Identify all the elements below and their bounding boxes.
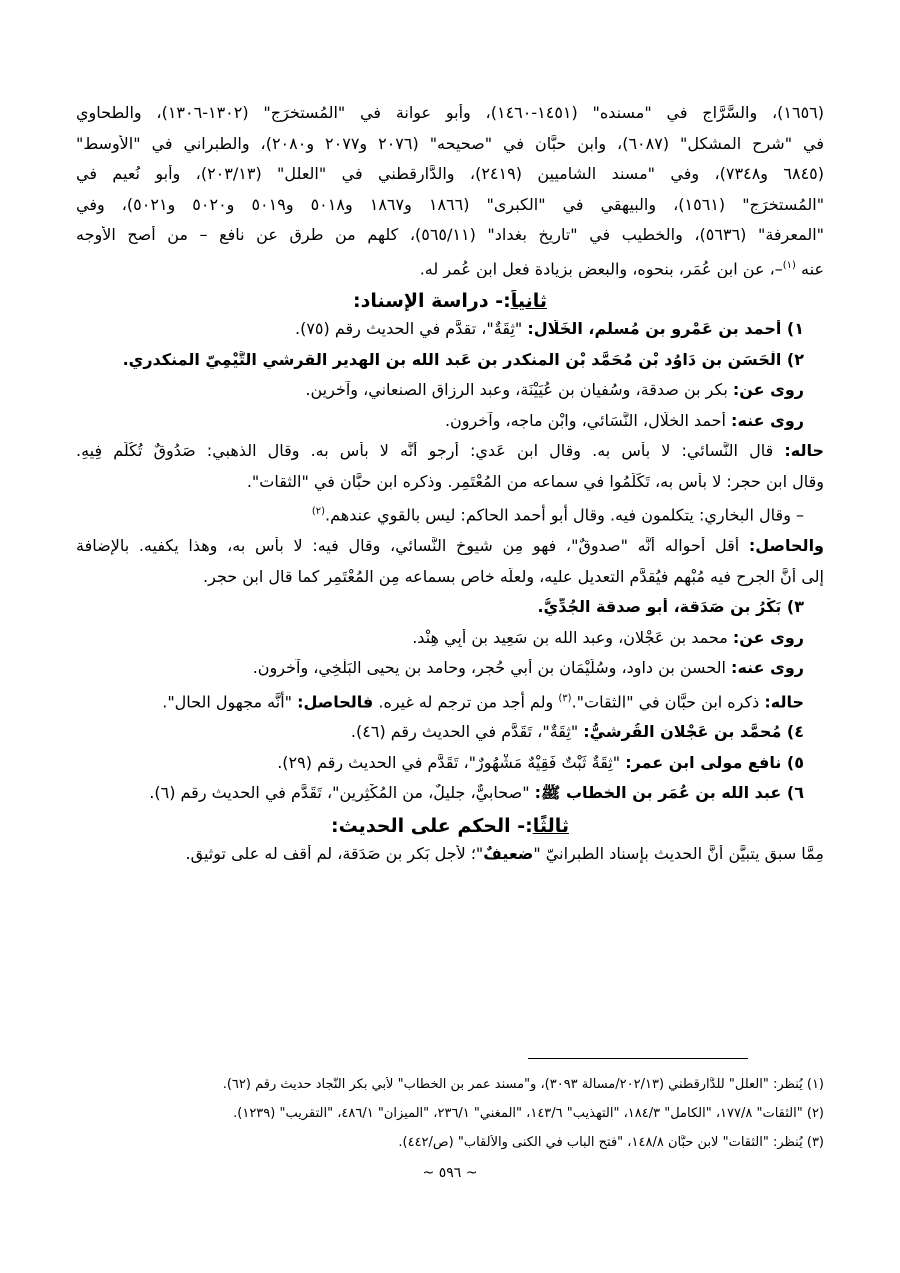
text-line-4: "المُستخرَج" (١٥٦١)، والبيهقي في "الكبرى" (١٨٦٦ و١٨٦٧ و٥٠١٨ و٥٠١٩ و٥٠٢٠ و٥٠٢١)، وفي	[76, 195, 824, 214]
narrator-2-conclusion-cont: إلى أنَّ الجرح فيه مُبْهم فيُقدَّم التعديل عليه، ولعلَّه خاص بسماعه مِن المُعْتَمِر كما قال ابن حجر.	[203, 567, 824, 586]
narrator-2-bukhari	[76, 503, 824, 524]
section-heading-ruling	[76, 815, 824, 837]
narrator-6-grade: "صحابيٌّ، جليلٌ، من المُكْثِرين"، تَقَدَّم في الحديث رقم (٦).	[149, 784, 535, 803]
narrator-3-status-mid: ولم أجد من ترجم له غيره.	[373, 691, 559, 711]
narrator-2-teachers-text: بكر بن صدقة، وسُفيان بن عُيَيْنَة، وعبد الرزاق الصنعاني، وآخرين.	[305, 381, 733, 400]
narrator-3-conclusion-label: فالحاصل:	[297, 691, 374, 711]
ruling-verdict: ضعيفٌ	[483, 844, 534, 863]
main-text	[76, 104, 824, 875]
section-heading-isnad	[76, 290, 824, 312]
section-heading-isnad-title: :- دراسة الإسناد:	[352, 290, 511, 313]
narrator-2-students-text: أحمد الخلَّال، النَّسَائي، وابْن ماجه، وآخرون.	[444, 411, 732, 430]
text-line-6-pre: عنه	[801, 258, 824, 278]
narrator-1-name: ١) أحمد بن عَمْرو بن مُسلم، الخَلَّال:	[527, 320, 804, 339]
narrator-1	[76, 320, 824, 338]
narrator-3-conclusion-text: "أنَّه مجهول الحال".	[162, 691, 298, 711]
narrator-2-status-cont: وقال ابن حجر: لا بأس به، تَكَلَّمُوا في سماعه من المُعْتَمِر. وذكره ابن حبَّان في "الثقات".	[246, 472, 824, 491]
narrator-2-teachers-label: روى عن:	[732, 381, 804, 400]
narrator-5	[76, 754, 824, 772]
narrator-2-conclusion	[76, 537, 824, 555]
text-line-5: "المعرفة" (٥٦٣٦)، والخطيب في "تاريخ بغداد" (٥٦٥/١١)، كلهم من طرقٍ عن نافع – من أصح الأوجه	[76, 226, 824, 244]
footnote-2: (٢) "الثقات" ١٧٧/٨، "الكامل" ١٨٤/٣، "التهذيب" ١٤٣/٦، "المغني" ٢٣٦/١، "الميزان" ٤٨٦/١، "التقريب" (١٢٣٩).	[233, 1106, 824, 1121]
narrator-3-teachers-label: روى عن:	[732, 628, 804, 647]
narrator-6-name: ٦) عبد الله بن عُمَر بن الخطاب ﷺ:	[534, 784, 804, 803]
narrator-2-status-text: قال النَّسائي: لا بأس به. وقال ابن عَدي: أرجو أنَّه لا بأس به. وقال الذهبي: صَدُوقٌ تُكُلِّم فِيهِ.	[76, 442, 785, 461]
narrator-5-name: ٥) نافع مولى ابن عمر:	[625, 753, 804, 772]
narrator-4	[76, 723, 824, 741]
narrator-4-name: ٤) مُحمَّد بن عَجْلان القُرشيُّ:	[583, 723, 804, 742]
narrator-3-teachers	[76, 629, 824, 647]
narrator-5-grade: "ثِقَةٌ ثَبْتٌ فَقِيْهٌ مَشْهُورٌ"، تَقَدَّم في الحديث رقم (٢٩).	[277, 753, 626, 772]
ruling-text-post: "؛ لأجل بَكر بن صَدَقة، لم أقف له على توثيق.	[185, 844, 484, 863]
section-heading-isnad-number: ثانياً	[510, 290, 547, 313]
section-heading-ruling-number: ثالثًا	[532, 814, 570, 837]
page-number: ~ ٥٩٦ ~	[422, 1165, 478, 1181]
narrator-2-status	[76, 442, 824, 460]
section-heading-ruling-title: :- الحكم على الحديث:	[330, 814, 533, 837]
narrator-3-name: ٣) بَكْرُ بن صَدَقة، أبو صدقة الجُدِّيُّ.	[537, 598, 804, 617]
narrator-2-bukhari-text: – وقال البخاري: يتكلمون فيه. وقال أبو أحمد الحاكم: ليس بالقوي عندهم.	[325, 505, 804, 525]
text-line-1: (١٦٥٦)، والسَّرَّاج في "مسنده" (١٤٥١-١٤٦٠)، وأبو عوانة في "المُستخرَج" (١٣٠٢-١٣٠٦)، والطحاوي	[76, 104, 824, 122]
narrator-6	[76, 784, 824, 802]
narrator-2-students-label: روى عنه:	[731, 411, 804, 430]
narrator-2-conclusion-text: أقل أحواله أنَّه "صدوقٌ"، فهو مِن شيوخ النَّسائي، وقال فيه: لا بأس به، وهذا يكفيه. بالإضافة	[76, 537, 749, 556]
footnote-1: (١) يُنظر: "العلل" للدَّارقطني (٢٠٢/١٣/مسألة ٣٠٩٣)، و"مسند عمر بن الخطاب" لأبي بكر النَّجاد حديث رقم (٦٢).	[222, 1077, 824, 1092]
text-line-6	[76, 257, 824, 278]
narrator-2-conclusion-label: والحاصل:	[748, 537, 824, 556]
footnote-ref-1: (١)	[782, 259, 796, 271]
ruling-text-pre: مِمَّا سبق يتبيَّن أنَّ الحديث بإسناد الطبرانيّ "	[533, 844, 824, 863]
narrator-3-status-pre: ذكره ابن حبَّان في "الثقات".	[571, 691, 765, 711]
narrator-3-status	[76, 690, 824, 711]
footnote-ref-3: (٣)	[558, 692, 572, 704]
narrator-3-students	[76, 659, 824, 677]
text-line-2: في "شرح المشكل" (٦٠٨٧)، وابن حبَّان في "صحيحه" (٢٠٧٦ و٢٠٧٧ و٢٠٨٠)، والطبراني في "الأوسط"	[76, 134, 824, 153]
text-line-3: (٦٨٤٥ و٧٣٤٨)، وفي "مسند الشاميين (٢٤١٩)، والدَّارقطني في "العلل" (٢٠٣/١٣)، وأبو نُعيم في	[76, 165, 824, 183]
narrator-1-grade: "ثِقَةٌ"، تقدَّم في الحديث رقم (٧٥).	[294, 320, 528, 339]
narrator-2-students	[76, 412, 824, 430]
narrator-2-status-label: حاله:	[784, 442, 824, 461]
footnote-3: (٣) يُنظر: "الثقات" لابن حبَّان ١٤٨/٨، "فتح الباب في الكنى والألقاب" (ص/٤٤٢).	[398, 1135, 824, 1150]
narrator-3-students-text: الحسن بن داود، وسُلَيْمَان بن أبي حُجر، وحامد بن يحيى البَلْخِي، وآخرون.	[252, 659, 732, 678]
narrator-3-teachers-text: محمد بن عَجْلان، وعبد الله بن سَعِيد بن أَبِي هِنْد.	[412, 628, 733, 647]
footnote-ref-2: (٢)	[311, 506, 326, 518]
narrator-3-students-label: روى عنه:	[731, 659, 804, 678]
narrator-2-teachers	[76, 381, 824, 399]
ruling-text	[76, 845, 824, 863]
text-line-6-post: –، عن ابن عُمَر، بنحوه، والبعض بزيادة فعل ابن عُمر له.	[419, 258, 783, 278]
narrator-3-status-label: حاله:	[764, 691, 804, 711]
narrator-4-grade: "ثِقَةٌ"، تَقَدَّم في الحديث رقم (٤٦).	[350, 723, 584, 742]
narrator-2-name: ٢) الْحَسَن بن دَاوُد بْن مُحَمَّد بْن المنكدر بن عَبد الله بن الهدير القرشي التَّيْمِيّ المنكدري.	[122, 350, 804, 369]
footnote-separator	[528, 1058, 748, 1059]
